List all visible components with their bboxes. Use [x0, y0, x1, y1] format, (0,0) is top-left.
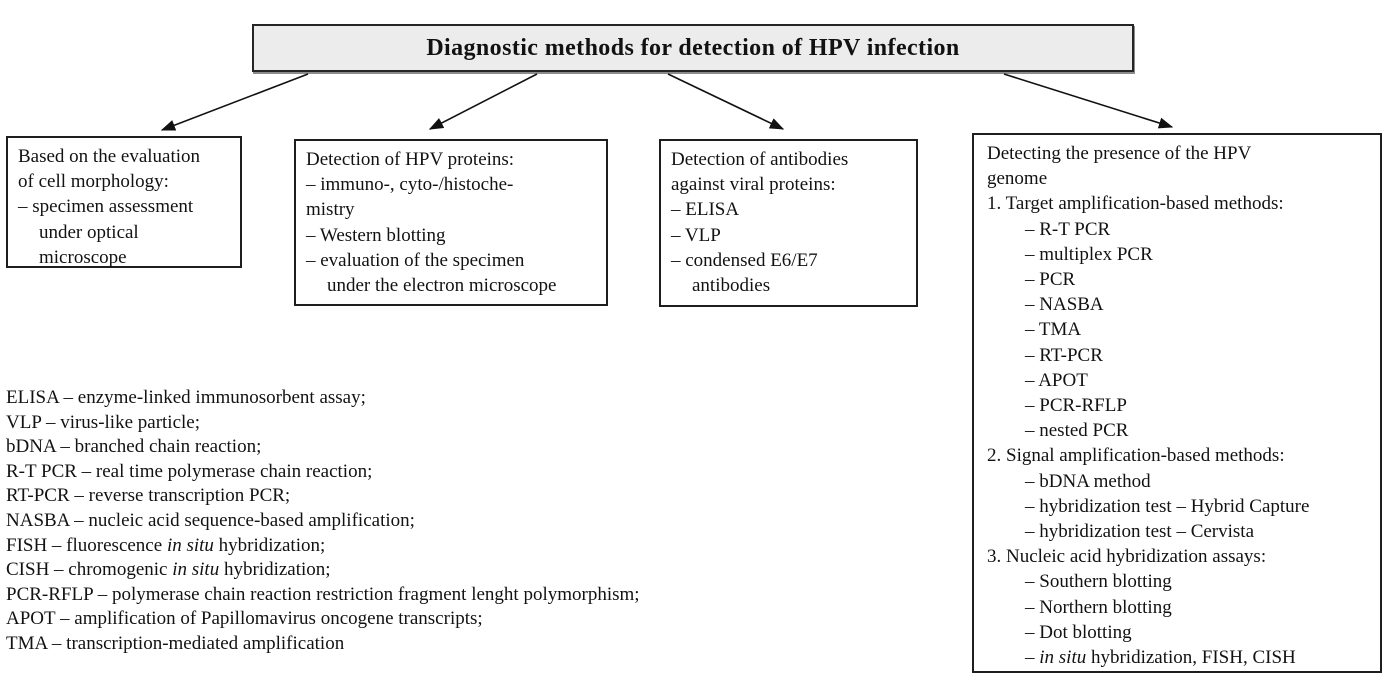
legend-line: ELISA – enzyme-linked immunosorbent assay; [6, 387, 366, 408]
box-text-line: – Dot blotting [1025, 621, 1132, 643]
legend-line: NASBA – nucleic acid sequence-based amplification; [6, 509, 415, 531]
box-text-line: Detection of antibodies [671, 149, 849, 170]
box-text-line: Detection of HPV proteins: [306, 149, 515, 170]
box-text-line: – Western blotting [306, 224, 446, 246]
box-text-line: of cell morphology: [18, 171, 169, 193]
box-text-line: mistry [306, 199, 355, 221]
box-text-line: – PCR [1025, 269, 1076, 291]
box-text-line: – multiplex PCR [1025, 243, 1153, 265]
box-cell-morphology [6, 136, 242, 268]
box-text-line: – APOT [1025, 369, 1088, 391]
box-text-line: Detecting the presence of the HPV [987, 143, 1252, 164]
box-text-line: – ELISA [671, 199, 740, 221]
box-text-line: – TMA [1025, 319, 1082, 341]
box-text-line: antibodies [692, 275, 771, 297]
box-text-line: 1. Target amplification-based methods: [987, 193, 1284, 215]
box-text-line: – nested PCR [1025, 420, 1129, 442]
diagram-title: Diagnostic methods for detection of HPV infection [426, 34, 960, 61]
arrow-4 [1004, 74, 1172, 127]
box-text-line: – bDNA method [1025, 470, 1151, 492]
legend-line: VLP – virus-like particle; [6, 411, 200, 433]
legend-line: bDNA – branched chain reaction; [6, 436, 262, 458]
legend-line: PCR-RFLP – polymerase chain reaction restriction fragment lenght polymorphism; [6, 583, 640, 605]
box-text-line: – immuno-, cyto-/histoche- [306, 174, 514, 196]
box-text-line: – hybridization test – Hybrid Capture [1025, 495, 1310, 517]
box-text-line: – Southern blotting [1025, 571, 1172, 593]
arrow-2 [430, 74, 537, 129]
legend-line: R-T PCR – real time polymerase chain reaction; [6, 460, 373, 482]
abbreviation-legend [6, 386, 640, 657]
box-text-line: – specimen assessment [18, 196, 194, 218]
box-text-line: under optical [39, 221, 139, 243]
box-hpv-genome [972, 133, 1382, 673]
box-text-line: – hybridization test – Cervista [1025, 521, 1255, 543]
box-text-line: 2. Signal amplification-based methods: [987, 445, 1285, 467]
arrow-1 [162, 74, 308, 130]
title-box [252, 24, 1134, 72]
legend-line: CISH – chromogenic in situ hybridization; [6, 559, 331, 581]
box-text-line: – RT-PCR [1025, 344, 1103, 366]
box-text-line: Based on the evaluation [18, 146, 201, 167]
box-text-line: – Northern blotting [1025, 596, 1172, 618]
box-antibodies [659, 139, 918, 307]
box-text-line: – evaluation of the specimen [306, 249, 525, 271]
legend-line: RT-PCR – reverse transcription PCR; [6, 485, 291, 507]
arrow-3 [668, 74, 783, 129]
box-text-line: under the electron microscope [327, 275, 557, 297]
legend-line: TMA – transcription-mediated amplification [6, 632, 345, 654]
legend-line: FISH – fluorescence in situ hybridization; [6, 534, 326, 556]
legend-line: APOT – amplification of Papillomavirus oncogene transcripts; [6, 608, 483, 630]
box-text-line: microscope [39, 246, 127, 268]
box-text-line: – condensed E6/E7 [671, 249, 818, 271]
box-text-line: against viral proteins: [671, 174, 836, 196]
box-text-line: genome [987, 168, 1048, 190]
box-text-line: – in situ hybridization, FISH, CISH [1025, 647, 1296, 669]
box-text-line: 3. Nucleic acid hybridization assays: [987, 546, 1267, 568]
box-hpv-proteins [294, 139, 608, 306]
box-text-line: – R-T PCR [1025, 218, 1111, 240]
box-text-line: – PCR-RFLP [1025, 395, 1127, 417]
box-text-line: – VLP [671, 224, 721, 246]
box-text-line: – NASBA [1025, 294, 1104, 316]
